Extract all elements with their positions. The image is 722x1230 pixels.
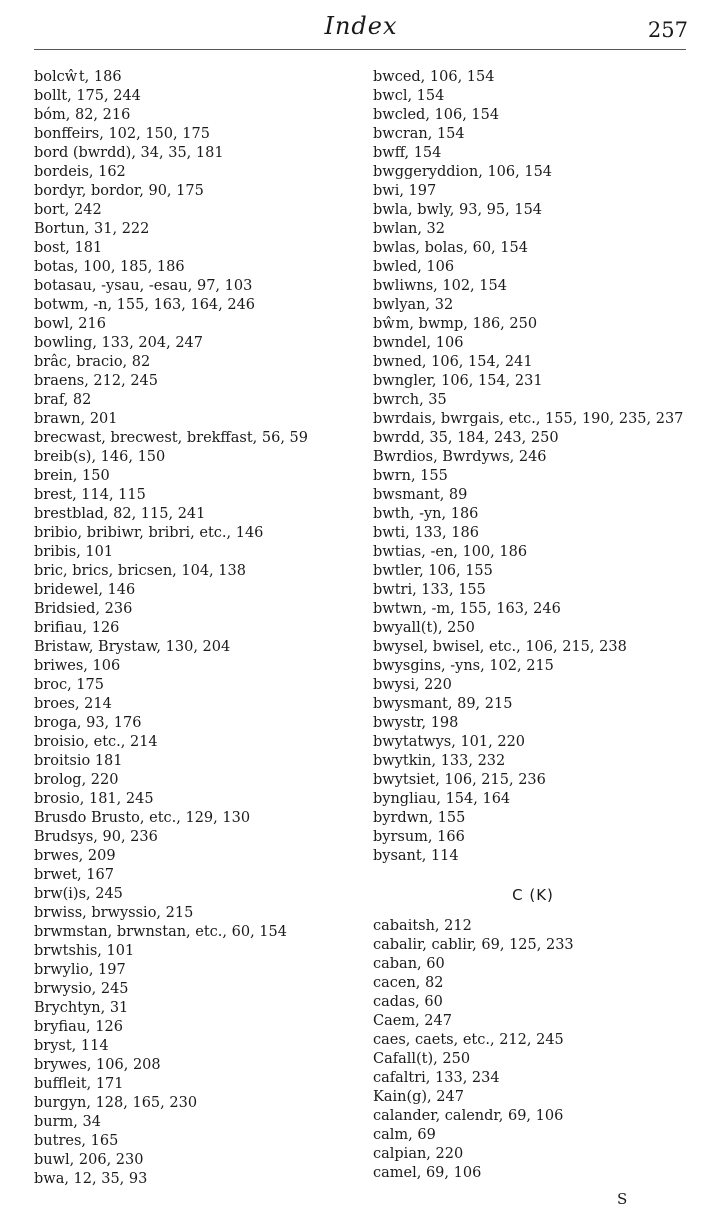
- index-entry: brâc, bracio, 82: [34, 354, 151, 370]
- index-entry: byrdwn, 155: [373, 810, 466, 826]
- index-entry: bysant, 114: [373, 848, 459, 864]
- index-entry: bost, 181: [34, 240, 103, 256]
- index-entry: Brudsys, 90, 236: [34, 829, 158, 845]
- index-entry: bwcl, 154: [373, 88, 445, 104]
- index-entry: bwliwns, 102, 154: [373, 278, 507, 294]
- index-entry: bric, brics, bricsen, 104, 138: [34, 563, 246, 579]
- index-entry: botas, 100, 185, 186: [34, 259, 185, 275]
- index-entry: Kain(g), 247: [373, 1089, 464, 1105]
- index-entry: brestblad, 82, 115, 241: [34, 506, 206, 522]
- index-entry: bowling, 133, 204, 247: [34, 335, 204, 351]
- index-entry: bwrn, 155: [373, 468, 448, 484]
- index-entry: brein, 150: [34, 468, 110, 484]
- index-entry: brwylio, 197: [34, 962, 126, 978]
- index-entry: broga, 93, 176: [34, 715, 142, 731]
- index-entry: brosio, 181, 245: [34, 791, 154, 807]
- index-entry: broisio, etc., 214: [34, 734, 158, 750]
- index-entry: bŵm, bwmp, 186, 250: [373, 316, 538, 332]
- index-entry: cabalir, cablir, 69, 125, 233: [373, 937, 574, 953]
- index-entry: bwsmant, 89: [373, 487, 468, 503]
- index-entry: Bridsied, 236: [34, 601, 133, 617]
- index-entry: brwysio, 245: [34, 981, 129, 997]
- index-entry: bwrdd, 35, 184, 243, 250: [373, 430, 559, 446]
- index-entry: bwndel, 106: [373, 335, 464, 351]
- index-entry: bwysel, bwisel, etc., 106, 215, 238: [373, 639, 627, 655]
- index-entry: brest, 114, 115: [34, 487, 146, 503]
- index-entry: braf, 82: [34, 392, 92, 408]
- section-heading: C (K): [512, 886, 554, 904]
- index-entry: bryfiau, 126: [34, 1019, 123, 1035]
- index-entry: calpian, 220: [373, 1146, 464, 1162]
- index-entry: byngliau, 154, 164: [373, 791, 511, 807]
- index-entry: bóm, 82, 216: [34, 107, 131, 123]
- index-entry: cafaltri, 133, 234: [373, 1070, 500, 1086]
- index-entry: cacen, 82: [373, 975, 444, 991]
- index-entry: bribio, bribiwr, bribri, etc., 146: [34, 525, 264, 541]
- index-entry: butres, 165: [34, 1133, 119, 1149]
- index-entry: bwtler, 106, 155: [373, 563, 493, 579]
- index-entry: brwiss, brwyssio, 215: [34, 905, 194, 921]
- index-entry: brywes, 106, 208: [34, 1057, 161, 1073]
- page-number: 257: [647, 18, 688, 42]
- index-entry: bwytsiet, 106, 215, 236: [373, 772, 546, 788]
- index-entry: bwth, -yn, 186: [373, 506, 479, 522]
- index-entry: bwggeryddion, 106, 154: [373, 164, 553, 180]
- index-column-right-c: [373, 917, 574, 1183]
- page-title: Index: [324, 12, 398, 40]
- index-entry: buwl, 206, 230: [34, 1152, 144, 1168]
- index-entry: camel, 69, 106: [373, 1165, 482, 1181]
- index-entry: briwes, 106: [34, 658, 121, 674]
- index-entry: burgyn, 128, 165, 230: [34, 1095, 198, 1111]
- index-entry: cabaitsh, 212: [373, 918, 472, 934]
- index-entry: Cafall(t), 250: [373, 1051, 471, 1067]
- index-entry: broitsio 181: [34, 753, 123, 769]
- index-entry: bord (bwrdd), 34, 35, 181: [34, 145, 224, 161]
- index-entry: bwi, 197: [373, 183, 437, 199]
- index-entry: bwlas, bolas, 60, 154: [373, 240, 528, 256]
- index-entry: broc, 175: [34, 677, 104, 693]
- index-entry: bwcled, 106, 154: [373, 107, 500, 123]
- index-entry: bort, 242: [34, 202, 102, 218]
- index-entry: bwrdais, bwrgais, etc., 155, 190, 235, 237: [373, 411, 684, 427]
- index-entry: cadas, 60: [373, 994, 443, 1010]
- index-entry: bryst, 114: [34, 1038, 109, 1054]
- index-entry: botwm, -n, 155, 163, 164, 246: [34, 297, 256, 313]
- index-entry: bwled, 106: [373, 259, 455, 275]
- index-entry: bwrch, 35: [373, 392, 447, 408]
- index-column-left: [34, 68, 308, 1189]
- index-entry: bwytatwys, 101, 220: [373, 734, 526, 750]
- index-entry: bridewel, 146: [34, 582, 136, 598]
- index-entry: brw(i)s, 245: [34, 886, 123, 902]
- index-entry: bwlan, 32: [373, 221, 445, 237]
- index-entry: bribis, 101: [34, 544, 114, 560]
- index-entry: buffleit, 171: [34, 1076, 124, 1092]
- index-entry: Bristaw, Brystaw, 130, 204: [34, 639, 231, 655]
- index-entry: bwla, bwly, 93, 95, 154: [373, 202, 543, 218]
- index-column-right: [373, 68, 683, 866]
- index-entry: brwes, 209: [34, 848, 116, 864]
- index-entry: Brusdo Brusto, etc., 129, 130: [34, 810, 251, 826]
- index-entry: bollt, 175, 244: [34, 88, 141, 104]
- index-entry: Caem, 247: [373, 1013, 452, 1029]
- index-entry: bwtwn, -m, 155, 163, 246: [373, 601, 561, 617]
- index-entry: brwmstan, brwnstan, etc., 60, 154: [34, 924, 287, 940]
- index-entry: bwysi, 220: [373, 677, 452, 693]
- index-entry: brawn, 201: [34, 411, 118, 427]
- index-entry: bwystr, 198: [373, 715, 459, 731]
- index-entry: breib(s), 146, 150: [34, 449, 166, 465]
- index-entry: byrsum, 166: [373, 829, 465, 845]
- index-entry: brecwast, brecwest, brekffast, 56, 59: [34, 430, 308, 446]
- index-entry: bowl, 216: [34, 316, 106, 332]
- index-entry: broes, 214: [34, 696, 112, 712]
- index-entry: bwtias, -en, 100, 186: [373, 544, 528, 560]
- index-entry: caes, caets, etc., 212, 245: [373, 1032, 564, 1048]
- index-entry: bwa, 12, 35, 93: [34, 1171, 148, 1187]
- index-entry: bwtri, 133, 155: [373, 582, 486, 598]
- signature-mark: S: [617, 1190, 628, 1208]
- index-entry: Bwrdios, Bwrdyws, 246: [373, 449, 547, 465]
- page-header: [0, 8, 722, 48]
- index-entry: bwti, 133, 186: [373, 525, 479, 541]
- index-entry: bwyall(t), 250: [373, 620, 475, 636]
- index-entry: brwtshis, 101: [34, 943, 135, 959]
- index-entry: bordyr, bordor, 90, 175: [34, 183, 204, 199]
- index-entry: bordeis, 162: [34, 164, 126, 180]
- index-entry: burm, 34: [34, 1114, 101, 1130]
- index-entry: bwngler, 106, 154, 231: [373, 373, 543, 389]
- index-entry: bwced, 106, 154: [373, 69, 495, 85]
- index-entry: caban, 60: [373, 956, 445, 972]
- index-entry: Bortun, 31, 222: [34, 221, 150, 237]
- index-entry: bwcran, 154: [373, 126, 465, 142]
- index-entry: calander, calendr, 69, 106: [373, 1108, 564, 1124]
- index-entry: bwysgins, -yns, 102, 215: [373, 658, 554, 674]
- index-entry: bonffeirs, 102, 150, 175: [34, 126, 210, 142]
- index-entry: botasau, -ysau, -esau, 97, 103: [34, 278, 253, 294]
- index-entry: bwytkin, 133, 232: [373, 753, 506, 769]
- index-entry: calm, 69: [373, 1127, 436, 1143]
- index-entry: Brychtyn, 31: [34, 1000, 129, 1016]
- index-entry: bwysmant, 89, 215: [373, 696, 513, 712]
- index-entry: braens, 212, 245: [34, 373, 159, 389]
- index-entry: brolog, 220: [34, 772, 119, 788]
- index-entry: brifiau, 126: [34, 620, 120, 636]
- index-entry: bwlyan, 32: [373, 297, 454, 313]
- index-entry: bolcŵt, 186: [34, 69, 122, 85]
- index-entry: bwned, 106, 154, 241: [373, 354, 533, 370]
- header-rule: [34, 49, 686, 50]
- index-entry: bwff, 154: [373, 145, 442, 161]
- index-entry: brwet, 167: [34, 867, 114, 883]
